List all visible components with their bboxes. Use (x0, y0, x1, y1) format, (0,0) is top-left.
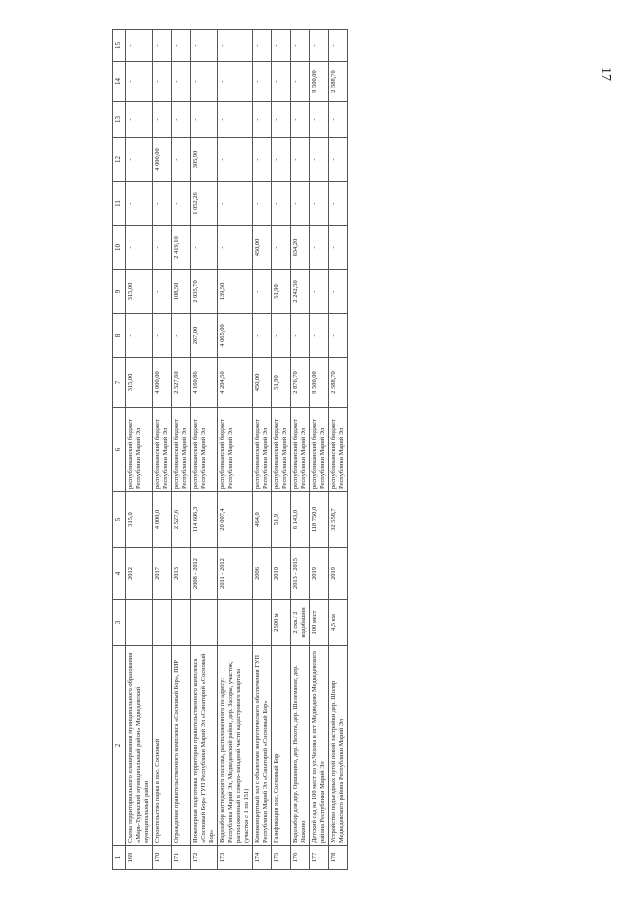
table-cell: - (253, 270, 272, 314)
table-cell: - (272, 226, 291, 270)
table-cell: - (291, 30, 310, 62)
table-row (153, 30, 172, 870)
table-cell: 315,00 (126, 358, 153, 408)
table-cell: 2 588,70 (329, 62, 348, 102)
column-header: 14 (113, 62, 126, 102)
column-header: 3 (113, 600, 126, 646)
table-cell: 51,90 (272, 358, 291, 408)
table-cell: 2 035,70 (191, 270, 218, 314)
table-cell: - (272, 62, 291, 102)
table-cell: - (272, 30, 291, 62)
column-header: 9 (113, 270, 126, 314)
table-cell (172, 600, 191, 646)
column-header: 15 (113, 30, 126, 62)
table-cell: - (310, 226, 329, 270)
table-cell: 464,0 (253, 492, 272, 548)
table-cell: - (153, 102, 172, 138)
table-cell: 2 588,70 (329, 358, 348, 408)
table-cell: - (126, 182, 153, 226)
table-cell: республиканский бюджет Республики Марий Эл (191, 408, 218, 492)
table-cell: - (126, 102, 153, 138)
table-cell: - (329, 314, 348, 358)
table-cell: 51,9 (272, 492, 291, 548)
table-cell: - (153, 314, 172, 358)
table-cell: республиканский бюджет Республики Марий Эл (218, 408, 253, 492)
table-cell: - (272, 102, 291, 138)
table-cell: - (291, 314, 310, 358)
table-row (310, 30, 329, 870)
table-cell: - (126, 226, 153, 270)
table-cell: - (253, 30, 272, 62)
row-name-cell: Строительство парка в пос. Сосновый (153, 646, 172, 846)
table-cell: 305,90 (191, 138, 218, 182)
table-cell: - (253, 314, 272, 358)
table-cell: - (329, 182, 348, 226)
table-cell: 2019 (329, 548, 348, 600)
table-cell: 4 000,00 (153, 358, 172, 408)
table-cell: - (310, 314, 329, 358)
table-cell: 315,00 (126, 270, 153, 314)
table-cell: 315,0 (126, 492, 153, 548)
table-cell: республиканский бюджет Республики Марий Эл (172, 408, 191, 492)
table-cell: - (218, 30, 253, 62)
rotated-table-container (112, 30, 640, 870)
table-cell: 9 500,00 (310, 358, 329, 408)
column-header: 1 (113, 846, 126, 870)
table-cell: 4 160,86 (191, 358, 218, 408)
table-row (172, 30, 191, 870)
table-cell: 2 527,60 (172, 358, 191, 408)
column-header: 11 (113, 182, 126, 226)
table-cell: - (218, 226, 253, 270)
table-cell: 172 (191, 846, 218, 870)
table-cell: - (291, 62, 310, 102)
table-cell (153, 600, 172, 646)
table-cell: 20 007,4 (218, 492, 253, 548)
table-cell: 9 500,00 (310, 62, 329, 102)
table-cell: - (310, 182, 329, 226)
table-cell: - (253, 182, 272, 226)
table-cell: республиканский бюджет Республики Марий Эл (253, 408, 272, 492)
table-cell: - (172, 30, 191, 62)
table-cell: 2013 (172, 548, 191, 600)
table-body (126, 30, 348, 870)
table-cell: 2 527,6 (172, 492, 191, 548)
table-cell: - (272, 138, 291, 182)
table-cell: - (329, 102, 348, 138)
table-cell: 139,50 (218, 270, 253, 314)
row-name-cell: Водозабор коттеджного поселка, расположенного по адресу: Республика Марий Эл, Медведевский район, дер. Засоры, участок, расположенный в северо-западной части кадастрового квартала (участки с 1 по 151) (218, 646, 253, 846)
table-cell (126, 600, 153, 646)
table-cell (218, 600, 253, 646)
column-header: 6 (113, 408, 126, 492)
table-cell: - (329, 226, 348, 270)
table-cell: 51,90 (272, 270, 291, 314)
table-cell: 114 606,3 (191, 492, 218, 548)
table-cell: - (153, 62, 172, 102)
table-cell: - (310, 138, 329, 182)
header-row (113, 30, 126, 870)
table-cell: 171 (172, 846, 191, 870)
row-name-cell: Водозабор для дер. Оршанино, дер. Нехота, дер. Шелеманат, дер. Яшкино (291, 646, 310, 846)
table-cell: 2 242,50 (291, 270, 310, 314)
table-cell: - (172, 314, 191, 358)
table-cell: - (272, 314, 291, 358)
table-cell: республиканский бюджет Республики Марий Эл (329, 408, 348, 492)
table-cell: республиканский бюджет Республики Марий Эл (291, 408, 310, 492)
table-cell: - (329, 30, 348, 62)
table-cell: 2010 (272, 548, 291, 600)
table-cell: 6 143,0 (291, 492, 310, 548)
table-cell: - (291, 102, 310, 138)
table-cell: 4 204,50 (218, 358, 253, 408)
table-cell: 2 419,10 (172, 226, 191, 270)
table-cell: - (172, 102, 191, 138)
table-cell: республиканский бюджет Республики Марий Эл (153, 408, 172, 492)
table-cell: - (126, 314, 153, 358)
row-name-cell: Инженерная подготовка территории правительственного комплекса «Сосновый Бор» ГУП Республики Марий Эл «Санаторий «Сосновый Бор» (191, 646, 218, 846)
table-cell: 177 (310, 846, 329, 870)
table-cell: 2013 - 2015 (291, 548, 310, 600)
table-cell: - (191, 30, 218, 62)
table-cell: республиканский бюджет Республики Марий Эл (126, 408, 153, 492)
table-cell: 4 000,0 (153, 492, 172, 548)
table-cell: республиканский бюджет Республики Марий Эл (272, 408, 291, 492)
row-name-cell: Детский сад на 100 мест по ул.Чехова в пгт Медведево Медведевского района Республики Марий Эл (310, 646, 329, 846)
table-cell: 2012 (126, 548, 153, 600)
table-cell: 170 (153, 846, 172, 870)
table-cell (191, 600, 218, 646)
table-cell: - (218, 182, 253, 226)
table-cell: - (172, 138, 191, 182)
column-header: 13 (113, 102, 126, 138)
table-cell: 4 000,00 (153, 138, 172, 182)
table-cell: - (310, 102, 329, 138)
table-cell: - (172, 62, 191, 102)
table-cell: - (191, 102, 218, 138)
table-cell: - (272, 182, 291, 226)
table-cell: - (191, 226, 218, 270)
table-cell (253, 600, 272, 646)
table-cell: 176 (291, 846, 310, 870)
table-cell: - (218, 138, 253, 182)
table-cell: 2008 - 2012 (191, 548, 218, 600)
table-cell: 174 (253, 846, 272, 870)
table-cell: - (191, 62, 218, 102)
table-cell: 450,00 (253, 226, 272, 270)
table-cell: - (126, 62, 153, 102)
row-name-cell: Устройство подъездных путей новой застройки дер. Шоляр Медведевского района Республики Марий Эл (329, 646, 348, 846)
table-row (218, 30, 253, 870)
investment-table (112, 29, 348, 870)
table-row (253, 30, 272, 870)
table-cell: - (153, 30, 172, 62)
table-cell: - (253, 102, 272, 138)
column-header: 8 (113, 314, 126, 358)
table-cell: 2 скв./ 2 водобашни (291, 600, 310, 646)
column-header: 2 (113, 646, 126, 846)
table-cell: 169 (126, 846, 153, 870)
table-cell: 4 065,00 (218, 314, 253, 358)
table-cell: 100 мест (310, 600, 329, 646)
table-cell: - (218, 102, 253, 138)
table-row (272, 30, 291, 870)
table-cell: 2019 (310, 548, 329, 600)
table-cell: - (153, 182, 172, 226)
column-header: 10 (113, 226, 126, 270)
table-cell: - (253, 138, 272, 182)
table-cell: 267,00 (191, 314, 218, 358)
table-cell: 32 558,7 (329, 492, 348, 548)
row-name-cell: Ограждение правительственного комплекса «Сосновый Бор», ПИР (172, 646, 191, 846)
table-cell: 178 (329, 846, 348, 870)
row-name-cell: Газификация пос. Сосновый Бор (272, 646, 291, 846)
table-cell: - (153, 226, 172, 270)
row-name-cell: Схема территориального планирования муниципального образования «Марь-Турекский муниципальный район» Медведевский муниципальный район (126, 646, 153, 846)
table-cell: 450,00 (253, 358, 272, 408)
table-cell: 118 750,0 (310, 492, 329, 548)
table-cell: 634,20 (291, 226, 310, 270)
table-cell: 4,5 км (329, 600, 348, 646)
table-cell: - (291, 182, 310, 226)
table-cell: - (310, 30, 329, 62)
table-cell: - (329, 270, 348, 314)
table-cell: - (172, 182, 191, 226)
table-cell: 2006 (253, 548, 272, 600)
page-number: 17 (598, 67, 613, 81)
row-name-cell: Киноконцертный зал с объектами энергетического обеспечения ГУП Республики Марий Эл «Санаторий «Сосновый Бор» (253, 646, 272, 846)
table-cell: республиканский бюджет Республики Марий Эл (310, 408, 329, 492)
column-header: 5 (113, 492, 126, 548)
table-cell: - (310, 270, 329, 314)
column-header: 7 (113, 358, 126, 408)
table-cell: - (126, 30, 153, 62)
table-cell: 2500 м (272, 600, 291, 646)
table-cell: 2011 - 2012 (218, 548, 253, 600)
table-cell: - (218, 62, 253, 102)
table-cell: - (329, 138, 348, 182)
table-cell: 175 (272, 846, 291, 870)
table-cell: - (253, 62, 272, 102)
table-row (291, 30, 310, 870)
table-row (329, 30, 348, 870)
table-cell: 1 052,26 (191, 182, 218, 226)
table-cell: - (153, 270, 172, 314)
table-cell: - (291, 138, 310, 182)
table-cell: - (126, 138, 153, 182)
table-cell: 2017 (153, 548, 172, 600)
table-row (126, 30, 153, 870)
column-header: 4 (113, 548, 126, 600)
table-cell: 173 (218, 846, 253, 870)
column-header: 12 (113, 138, 126, 182)
table-cell: 2 876,70 (291, 358, 310, 408)
table-cell: 108,50 (172, 270, 191, 314)
table-row (191, 30, 218, 870)
